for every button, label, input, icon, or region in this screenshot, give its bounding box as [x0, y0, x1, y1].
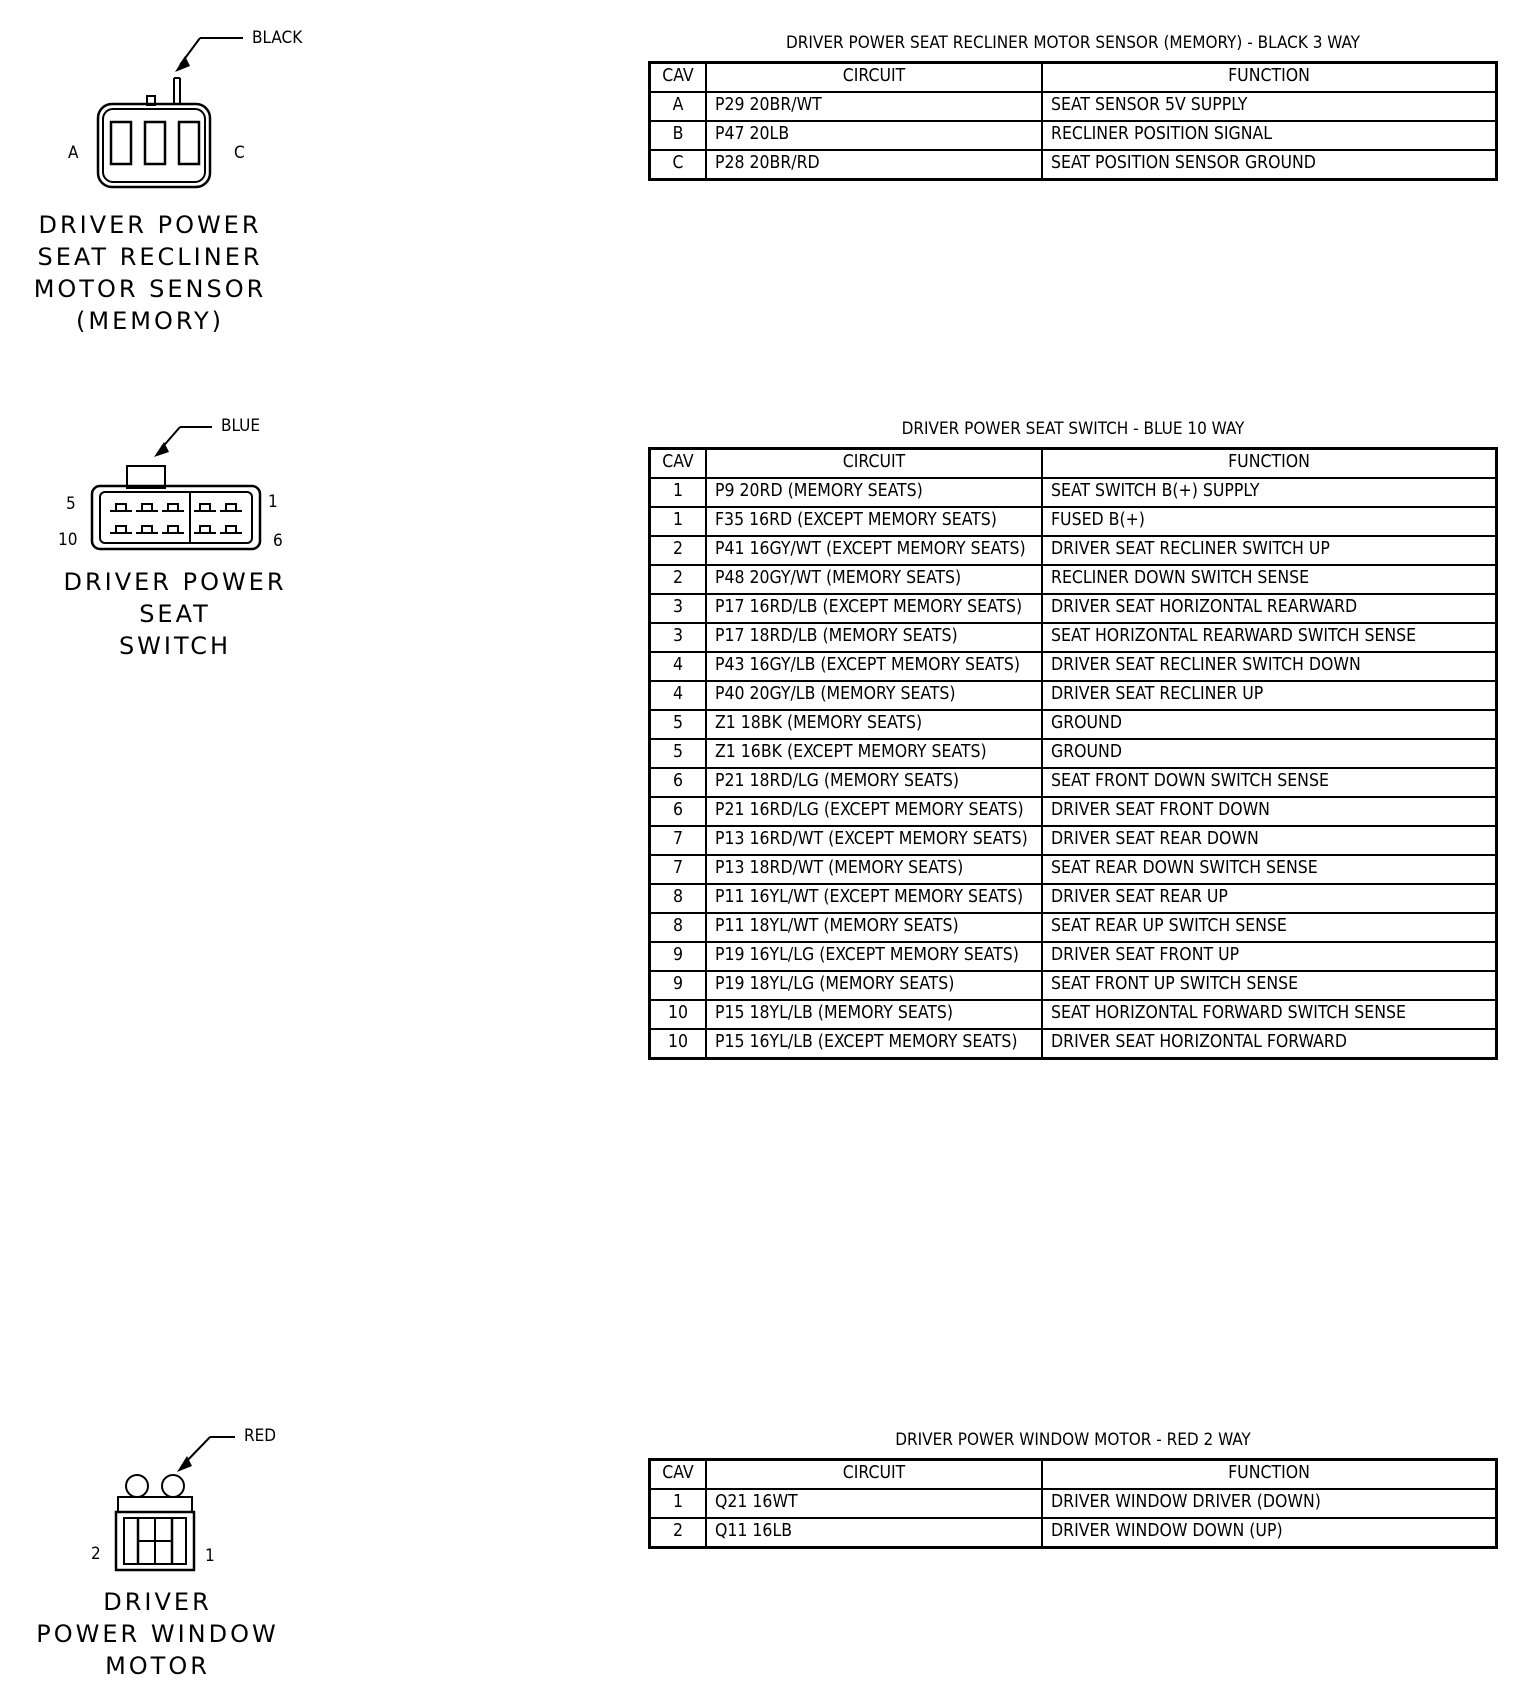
cell-circuit: P43 16GY/LB (EXCEPT MEMORY SEATS) — [706, 652, 1042, 681]
cell-function: DRIVER SEAT REAR UP — [1042, 884, 1497, 913]
header-circuit: CIRCUIT — [706, 63, 1042, 93]
connector-color-label: BLUE — [221, 416, 261, 436]
cell-circuit: Z1 18BK (MEMORY SEATS) — [706, 710, 1042, 739]
cell-cav: 7 — [650, 855, 707, 884]
table-row — [650, 150, 1497, 180]
pin-label-1: 1 — [205, 1546, 215, 1566]
cell-cav: 9 — [650, 971, 707, 1000]
cell-cav: 2 — [650, 1518, 707, 1548]
cell-circuit: P13 18RD/WT (MEMORY SEATS) — [706, 855, 1042, 884]
cell-cav: 1 — [650, 1489, 707, 1518]
cell-cav: 3 — [650, 623, 707, 652]
cell-circuit: Q21 16WT — [706, 1489, 1042, 1518]
cell-cav: 1 — [650, 507, 707, 536]
cell-cav: 10 — [650, 1029, 707, 1059]
header-function: FUNCTION — [1042, 449, 1497, 479]
cell-circuit: P19 16YL/LG (EXCEPT MEMORY SEATS) — [706, 942, 1042, 971]
table-row — [650, 1029, 1497, 1059]
cell-cav: 3 — [650, 594, 707, 623]
connector-2way-diagram — [0, 0, 340, 1706]
cell-cav: 5 — [650, 710, 707, 739]
cell-function: SEAT POSITION SENSOR GROUND — [1042, 150, 1497, 180]
connector-color-label: RED — [244, 1426, 277, 1446]
pinout-table — [648, 447, 1498, 1060]
table-row — [650, 971, 1497, 1000]
pin-label-a: A — [68, 143, 79, 163]
cell-circuit: P21 16RD/LG (EXCEPT MEMORY SEATS) — [706, 797, 1042, 826]
cell-function: SEAT FRONT UP SWITCH SENSE — [1042, 971, 1497, 1000]
cell-circuit: P19 18YL/LG (MEMORY SEATS) — [706, 971, 1042, 1000]
table-row — [650, 594, 1497, 623]
table-title: DRIVER POWER WINDOW MOTOR - RED 2 WAY — [895, 1430, 1251, 1450]
cell-function: FUSED B(+) — [1042, 507, 1497, 536]
cell-function: DRIVER SEAT FRONT DOWN — [1042, 797, 1497, 826]
cell-function: DRIVER WINDOW DOWN (UP) — [1042, 1518, 1497, 1548]
cell-function: GROUND — [1042, 739, 1497, 768]
cell-cav: 2 — [650, 536, 707, 565]
cell-circuit: Q11 16LB — [706, 1518, 1042, 1548]
cell-function: DRIVER WINDOW DRIVER (DOWN) — [1042, 1489, 1497, 1518]
cell-cav: 8 — [650, 884, 707, 913]
cell-circuit: P48 20GY/WT (MEMORY SEATS) — [706, 565, 1042, 594]
cell-cav: 5 — [650, 739, 707, 768]
cell-function: DRIVER SEAT RECLINER UP — [1042, 681, 1497, 710]
table-row — [650, 855, 1497, 884]
table-row — [650, 623, 1497, 652]
cell-function: SEAT HORIZONTAL FORWARD SWITCH SENSE — [1042, 1000, 1497, 1029]
cell-circuit: Z1 16BK (EXCEPT MEMORY SEATS) — [706, 739, 1042, 768]
table-row — [650, 884, 1497, 913]
cell-cav: 4 — [650, 681, 707, 710]
table-row — [650, 478, 1497, 507]
header-cav: CAV — [650, 63, 707, 93]
pin-label-1: 1 — [268, 492, 278, 512]
header-cav: CAV — [650, 1460, 707, 1490]
connector-diagram-title: DRIVER POWER SEAT RECLINER MOTOR SENSOR (MEMORY) — [33, 211, 267, 335]
cell-function: RECLINER POSITION SIGNAL — [1042, 121, 1497, 150]
cell-cav: 6 — [650, 797, 707, 826]
header-cav: CAV — [650, 449, 707, 479]
header-function: FUNCTION — [1042, 1460, 1497, 1490]
header-circuit: CIRCUIT — [706, 449, 1042, 479]
cell-cav: 6 — [650, 768, 707, 797]
cell-circuit: P47 20LB — [706, 121, 1042, 150]
pinout-table — [648, 61, 1498, 181]
cell-function: DRIVER SEAT RECLINER SWITCH DOWN — [1042, 652, 1497, 681]
cell-cav: 7 — [650, 826, 707, 855]
cell-cav: 9 — [650, 942, 707, 971]
table-row — [650, 826, 1497, 855]
table-row — [650, 536, 1497, 565]
connector-color-label: BLACK — [252, 28, 303, 48]
connector-diagram-title: DRIVER POWER SEAT SWITCH — [63, 568, 287, 660]
cell-circuit: P41 16GY/WT (EXCEPT MEMORY SEATS) — [706, 536, 1042, 565]
cell-circuit: P15 16YL/LB (EXCEPT MEMORY SEATS) — [706, 1029, 1042, 1059]
cell-circuit: P13 16RD/WT (EXCEPT MEMORY SEATS) — [706, 826, 1042, 855]
table-row — [650, 913, 1497, 942]
pin-label-5: 5 — [66, 494, 76, 514]
cell-circuit: P11 16YL/WT (EXCEPT MEMORY SEATS) — [706, 884, 1042, 913]
pin-label-6: 6 — [273, 531, 283, 551]
table-title: DRIVER POWER SEAT RECLINER MOTOR SENSOR (MEMORY) - BLACK 3 WAY — [786, 33, 1360, 53]
header-circuit: CIRCUIT — [706, 1460, 1042, 1490]
cell-circuit: P17 18RD/LB (MEMORY SEATS) — [706, 623, 1042, 652]
table-row — [650, 92, 1497, 121]
cell-function: SEAT SENSOR 5V SUPPLY — [1042, 92, 1497, 121]
pin-label-c: C — [234, 143, 245, 163]
cell-cav: B — [650, 121, 707, 150]
cell-circuit: P21 18RD/LG (MEMORY SEATS) — [706, 768, 1042, 797]
cell-function: SEAT REAR UP SWITCH SENSE — [1042, 913, 1497, 942]
table-row — [650, 121, 1497, 150]
cell-function: SEAT FRONT DOWN SWITCH SENSE — [1042, 768, 1497, 797]
table-header-row — [650, 63, 1497, 93]
cell-circuit: P15 18YL/LB (MEMORY SEATS) — [706, 1000, 1042, 1029]
table-row — [650, 681, 1497, 710]
pin-label-2: 2 — [91, 1544, 101, 1564]
cell-cav: C — [650, 150, 707, 180]
table-row — [650, 1518, 1497, 1548]
cell-function: DRIVER SEAT RECLINER SWITCH UP — [1042, 536, 1497, 565]
cell-cav: 1 — [650, 478, 707, 507]
table-header-row — [650, 449, 1497, 479]
cell-function: SEAT HORIZONTAL REARWARD SWITCH SENSE — [1042, 623, 1497, 652]
table-row — [650, 942, 1497, 971]
table-row — [650, 507, 1497, 536]
header-function: FUNCTION — [1042, 63, 1497, 93]
cell-cav: 8 — [650, 913, 707, 942]
cell-circuit: P17 16RD/LB (EXCEPT MEMORY SEATS) — [706, 594, 1042, 623]
cell-cav: 10 — [650, 1000, 707, 1029]
cell-cav: 2 — [650, 565, 707, 594]
pin-label-10: 10 — [58, 530, 78, 550]
cell-circuit: P11 18YL/WT (MEMORY SEATS) — [706, 913, 1042, 942]
cell-circuit: P40 20GY/LB (MEMORY SEATS) — [706, 681, 1042, 710]
pinout-table — [648, 1458, 1498, 1549]
cell-function: DRIVER SEAT REAR DOWN — [1042, 826, 1497, 855]
cell-circuit: F35 16RD (EXCEPT MEMORY SEATS) — [706, 507, 1042, 536]
table-row — [650, 1489, 1497, 1518]
cell-function: DRIVER SEAT HORIZONTAL FORWARD — [1042, 1029, 1497, 1059]
connector-diagram-title: DRIVER POWER WINDOW MOTOR — [36, 1588, 279, 1680]
table-row — [650, 797, 1497, 826]
cell-function: DRIVER SEAT HORIZONTAL REARWARD — [1042, 594, 1497, 623]
cell-function: SEAT SWITCH B(+) SUPPLY — [1042, 478, 1497, 507]
table-title: DRIVER POWER SEAT SWITCH - BLUE 10 WAY — [901, 419, 1245, 439]
table-row — [650, 739, 1497, 768]
cell-function: SEAT REAR DOWN SWITCH SENSE — [1042, 855, 1497, 884]
table-header-row — [650, 1460, 1497, 1490]
cell-function: RECLINER DOWN SWITCH SENSE — [1042, 565, 1497, 594]
cell-cav: 4 — [650, 652, 707, 681]
table-row — [650, 768, 1497, 797]
cell-circuit: P9 20RD (MEMORY SEATS) — [706, 478, 1042, 507]
cell-circuit: P29 20BR/WT — [706, 92, 1042, 121]
cell-function: DRIVER SEAT FRONT UP — [1042, 942, 1497, 971]
table-row — [650, 565, 1497, 594]
table-row — [650, 710, 1497, 739]
cell-function: GROUND — [1042, 710, 1497, 739]
table-row — [650, 652, 1497, 681]
cell-circuit: P28 20BR/RD — [706, 150, 1042, 180]
cell-cav: A — [650, 92, 707, 121]
table-row — [650, 1000, 1497, 1029]
